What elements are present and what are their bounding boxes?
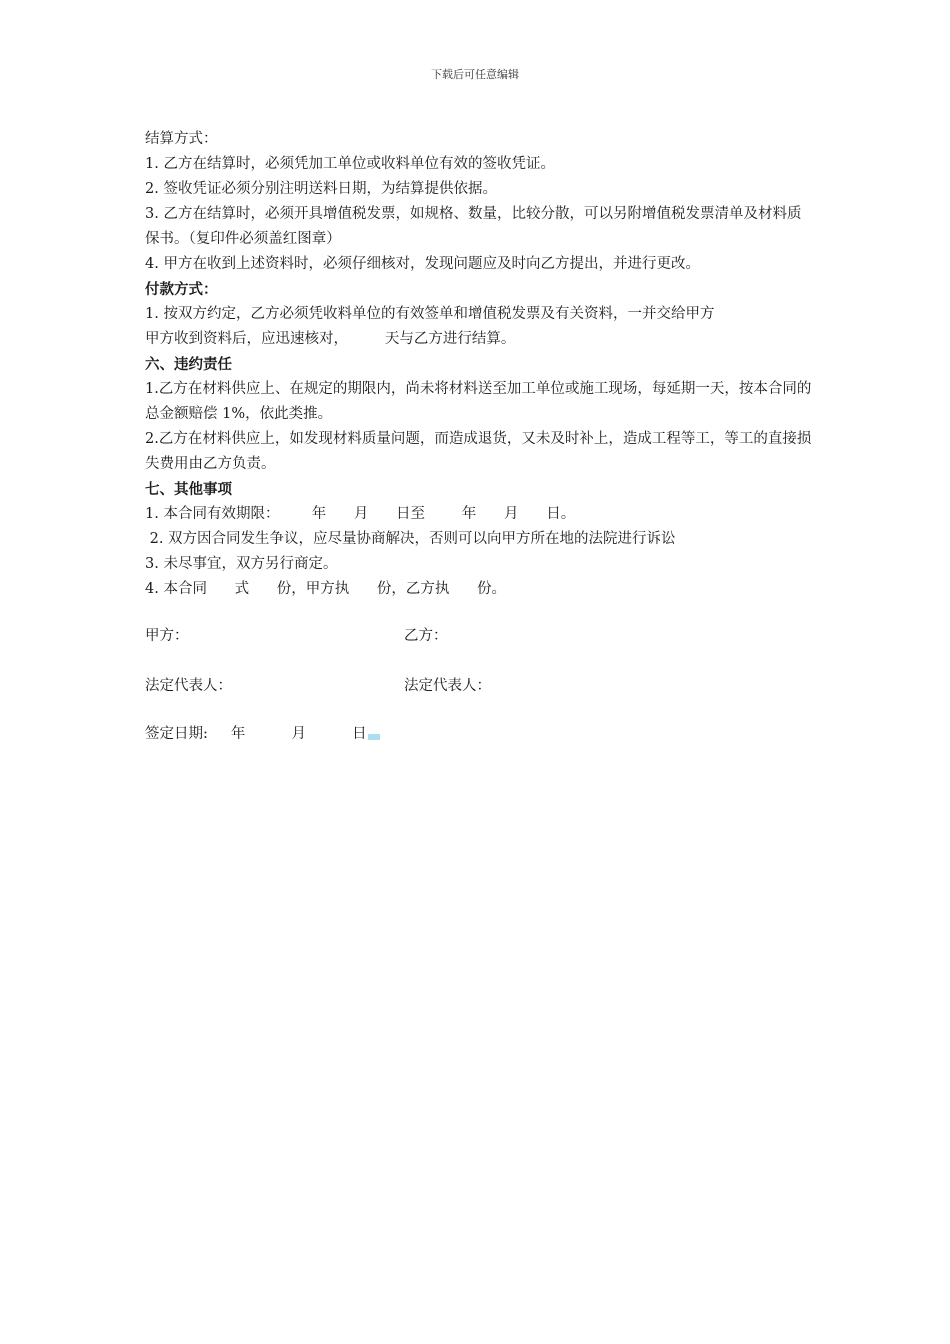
payment-item-1: 1. 按双方约定，乙方必须凭收料单位的有效签单和增值税发票及有关资料，一并交给甲方	[145, 306, 715, 322]
payment-heading: 付款方式：	[145, 281, 218, 298]
settlement-item-1: 1. 乙方在结算时，必须凭加工单位或收料单位有效的签收凭证。	[145, 156, 555, 172]
settlement-item-3: 3. 乙方在结算时，必须开具增值税发票，如规格、数量，比较分散，可以另附增值税发票清单及材料质保书。（复印件必须盖红图章）	[145, 206, 802, 247]
party-b-rep-label: 法定代表人：	[404, 678, 491, 694]
other-item-4: 4. 本合同 式 份，甲方执 份，乙方执 份。	[145, 581, 507, 597]
payment-item-1-cont: 甲方收到资料后，应迅速核对， 天与乙方进行结算。	[145, 331, 516, 347]
page-header: 下载后可任意编辑	[431, 68, 519, 81]
breach-item-1: 1.乙方在材料供应上、在规定的期限内，尚未将材料送至加工单位或施工现场，每延期一天，按本合同的总金额赔偿 1%，依此类推。	[145, 381, 812, 422]
settlement-heading: 结算方式：	[145, 131, 218, 147]
other-heading: 七、其他事项	[145, 481, 232, 498]
settlement-item-4: 4. 甲方在收到上述资料时，必须仔细核对，发现问题应及时向乙方提出，并进行更改。	[145, 256, 700, 272]
breach-heading: 六、违约责任	[145, 356, 232, 373]
other-item-1: 1. 本合同有效期限： 年 月 日至 年 月 日。	[145, 506, 576, 522]
other-item-3: 3. 未尽事宜，双方另行商定。	[145, 556, 338, 572]
sign-date-line	[145, 724, 380, 744]
breach-item-2: 2.乙方在材料供应上，如发现材料质量问题，而造成退货，又未及时补上，造成工程等工，等工的直接损失费用由乙方负责。	[145, 431, 812, 472]
settlement-item-2: 2. 签收凭证必须分别注明送料日期，为结算提供依据。	[145, 181, 497, 197]
other-item-2: 2. 双方因合同发生争议，应尽量协商解决，否则可以向甲方所在地的法院进行诉讼	[145, 531, 676, 547]
sign-date-label: 签定日期: 年 月 日	[145, 726, 367, 742]
party-b-label: 乙方：	[404, 628, 448, 644]
party-a-rep-label: 法定代表人：	[145, 678, 232, 694]
party-a-label: 甲方：	[145, 628, 189, 644]
document-body	[145, 127, 815, 602]
text-cursor-marker	[368, 734, 380, 740]
